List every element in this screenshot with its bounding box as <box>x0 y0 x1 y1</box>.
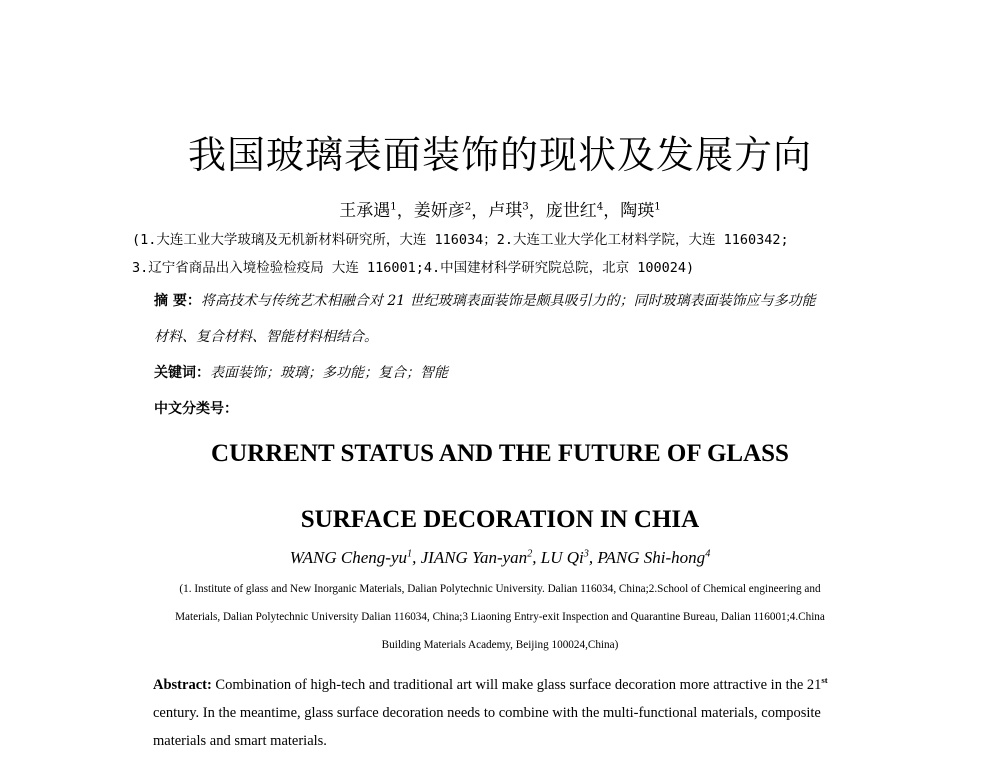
english-affiliation-line-1: (1. Institute of glass and New Inorganic Materials, Dalian Polytechnic University. Dalian 116034, China;2.School of Chemical engineering and <box>179 583 821 595</box>
cn-author-separator: ， <box>396 201 414 221</box>
english-affiliation-line-3: Building Materials Academy, Beijing 100024,China) <box>381 639 619 651</box>
english-abstract-line-2: century. In the meantime, glass surface decoration needs to combine with the multi-functional materials, composite <box>153 705 821 721</box>
en-author-name: WANG Cheng-yu <box>289 548 408 567</box>
chinese-classification-label: 中文分类号： <box>154 401 238 417</box>
en-author-separator: , <box>412 548 421 567</box>
en-author-name: LU Qi <box>540 548 584 567</box>
chinese-authors <box>0 196 1000 221</box>
en-author-affiliation-mark: 3 <box>583 548 589 560</box>
english-abstract-line-1 <box>153 677 828 694</box>
cn-author-separator: ， <box>528 201 546 221</box>
en-author-name: JIANG Yan-yan <box>420 548 528 567</box>
chinese-abstract-text-1: 将高技术与传统艺术相融合对 21 世纪玻璃表面装饰是颇具吸引力的；同时玻璃表面装饰应与多功能 <box>200 293 816 309</box>
en-author-affiliation-mark: 2 <box>527 548 533 560</box>
chinese-affiliation-line-2: 3.辽宁省商品出入境检验检疫局 大连 116001;4.中国建材科学研究院总院，北京 100024) <box>132 260 695 276</box>
cn-author-name: 陶瑛 <box>620 201 655 221</box>
chinese-keywords <box>154 362 448 382</box>
cn-author-name: 庞世红 <box>545 201 597 221</box>
cn-author-affiliation-mark: 3 <box>522 201 529 213</box>
cn-author-affiliation-mark: 4 <box>596 201 604 213</box>
chinese-keywords-label: 关键词： <box>154 365 210 381</box>
english-abstract-line-3: materials and smart materials. <box>153 733 327 749</box>
cn-author-name: 王承遇 <box>339 201 391 221</box>
en-author-separator: , <box>588 548 598 567</box>
cn-author-name: 姜妍彦 <box>413 201 465 221</box>
cn-author-separator: ， <box>471 201 489 221</box>
cn-author-name: 卢琪 <box>488 201 523 221</box>
cn-author-affiliation-mark: 1 <box>654 201 661 213</box>
chinese-abstract-line-1 <box>154 290 816 310</box>
chinese-title: 我国玻璃表面装饰的现状及发展方向 <box>187 133 812 177</box>
cn-author-separator: ， <box>603 201 621 221</box>
chinese-abstract-label: 摘 要： <box>154 293 201 309</box>
cn-author-affiliation-mark: 1 <box>390 201 397 213</box>
en-author-separator: , <box>532 548 541 567</box>
en-author-affiliation-mark: 1 <box>407 548 413 560</box>
english-title-line-2: SURFACE DECORATION IN CHIA <box>300 506 700 533</box>
chinese-keywords-text: 表面装饰；玻璃；多功能；复合；智能 <box>210 365 448 381</box>
en-author-affiliation-mark: 4 <box>705 548 711 560</box>
en-author-name: PANG Shi-hong <box>597 548 706 567</box>
english-title-line-1: CURRENT STATUS AND THE FUTURE OF GLASS <box>211 440 789 467</box>
cn-author-affiliation-mark: 2 <box>464 201 472 213</box>
english-affiliation-line-2: Materials, Dalian Polytechnic University Dalian 116034, China;3 Liaoning Entry-exit Inspection and Quarantine Bureau, Dalian 116001;4.China <box>175 611 825 623</box>
english-abstract-text-1: Combination of high-tech and traditional art will make glass surface decoration more attractive in the 21 <box>211 677 822 693</box>
chinese-abstract-line-2: 材料、复合材料、智能材料相结合。 <box>154 329 378 345</box>
chinese-affiliation-line-1: (1.大连工业大学玻璃及无机新材料研究所，大连 116034；2.大连工业大学化工材料学院，大连 1160342; <box>132 232 789 248</box>
ordinal-suffix: st <box>821 675 828 686</box>
english-authors <box>0 548 1000 568</box>
english-abstract-label: Abstract: <box>153 677 212 693</box>
